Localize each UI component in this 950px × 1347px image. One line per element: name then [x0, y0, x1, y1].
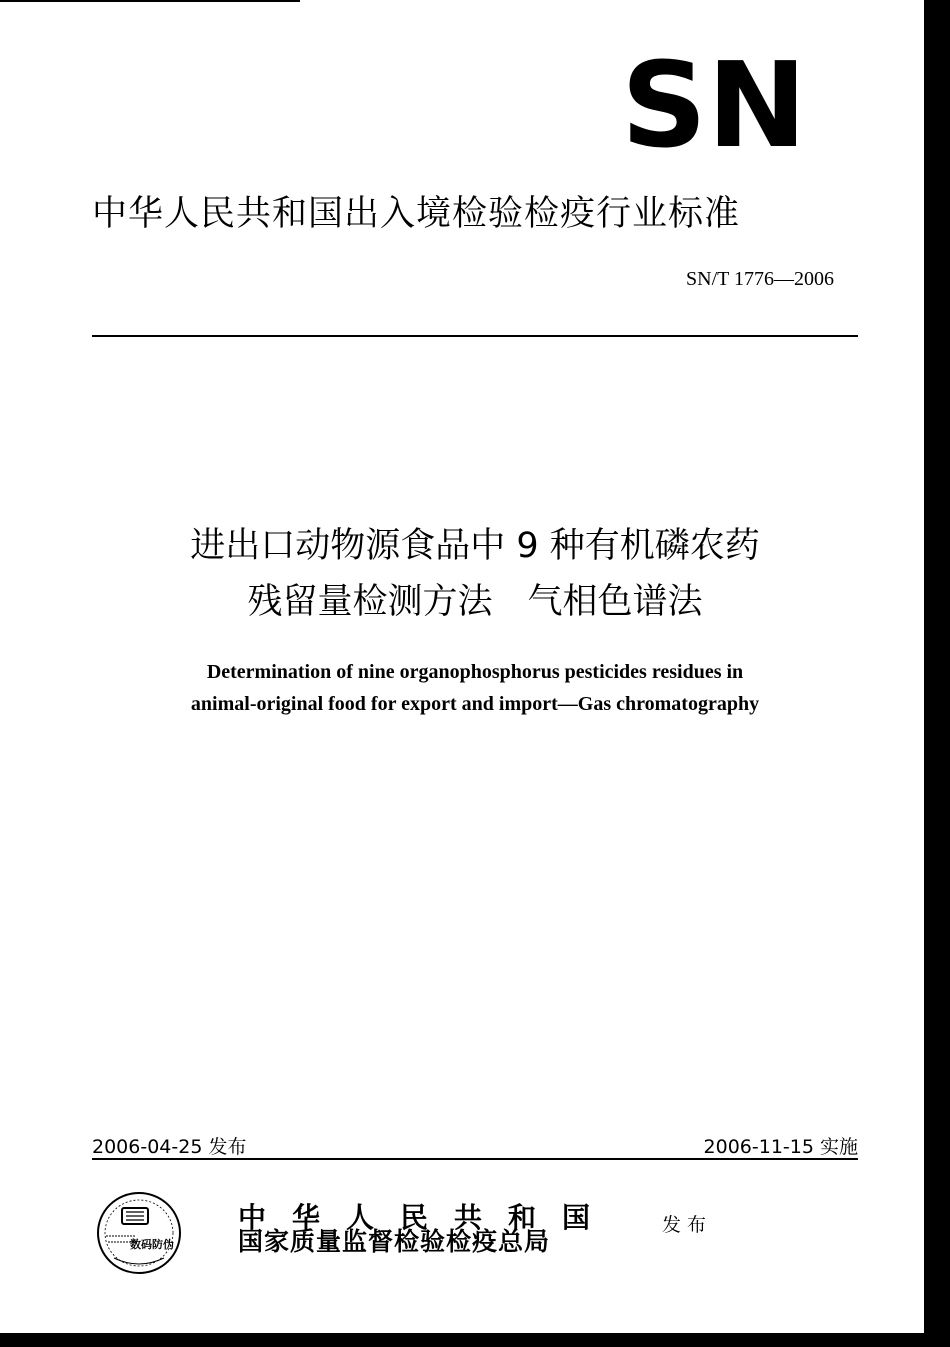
- issuer-name-line2: 国家质量监督检验检疫总局: [238, 1227, 551, 1256]
- organization-title: 中华人民共和国出入境检验检疫行业标准: [92, 194, 741, 234]
- chinese-title-line1: 进出口动物源食品中 9 种有机磷农药: [190, 526, 760, 566]
- svg-text:数码防伪: 数码防伪: [130, 1238, 174, 1251]
- header-divider: [92, 335, 858, 337]
- implementation-date: 2006-11-15 实施: [703, 1136, 858, 1158]
- english-title-line2: animal-original food for export and import—Gas chromatography: [190, 693, 760, 715]
- issue-date: 2006-04-25 发布: [92, 1136, 247, 1158]
- chinese-title-line2: 残留量检测方法 气相色谱法: [247, 582, 703, 622]
- issuer-name-line1: 中华人民共和国: [238, 1201, 617, 1234]
- anti-counterfeit-seal-icon: [94, 1188, 184, 1278]
- standard-code: SN/T 1776—2006: [686, 268, 834, 290]
- footer-divider: [92, 1158, 858, 1160]
- english-title-line1: Determination of nine organophosphorus pesticides residues in: [206, 661, 744, 683]
- scan-border-right: [924, 0, 950, 1347]
- scan-border-bottom: [0, 1333, 950, 1347]
- issuer-publish-label: 发布: [662, 1214, 713, 1236]
- sn-logo: [620, 54, 808, 150]
- english-title: [92, 656, 858, 720]
- chinese-title: [92, 518, 858, 630]
- scan-border-top: [0, 0, 300, 2]
- svg-text:SN: SN: [621, 54, 807, 150]
